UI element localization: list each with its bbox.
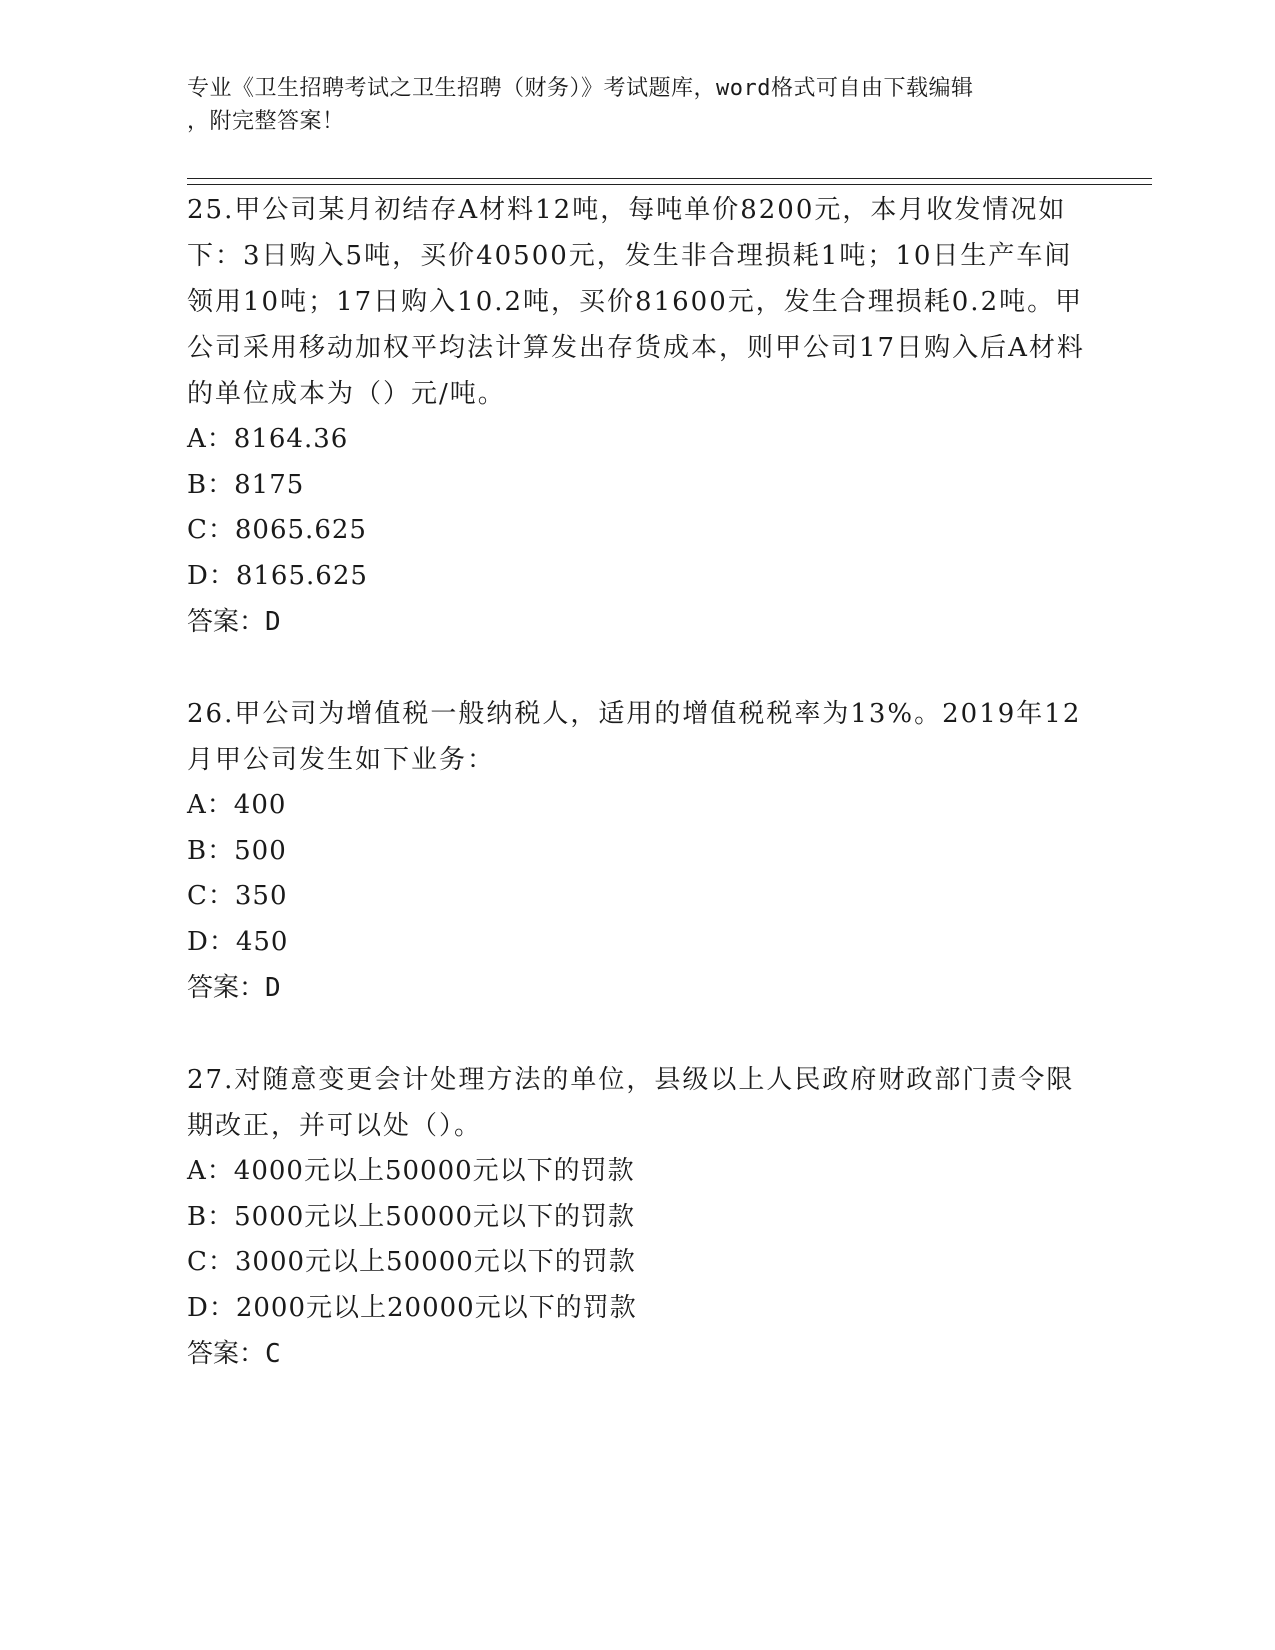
option-d: D：450 [187, 926, 289, 957]
question-25 [187, 187, 1087, 645]
header-divider-top [187, 178, 1152, 179]
option-c: C：350 [187, 881, 288, 911]
answer-label: 答案： [187, 973, 266, 1003]
question-27 [187, 1057, 1087, 1377]
answer-value: C [265, 1339, 281, 1369]
option-a: A：8164.36 [187, 424, 349, 454]
question-text: 25.甲公司某月初结存A材料12吨，每吨单价8200元，本月收发情况如下：3日购入5吨，买价40500元，发生非合理损耗1吨；10日生产车间领用10吨；17日购入10.2吨，买价81600元，发生合理损耗0.2吨。甲公司采用移动加权平均法计算发出存货成本，则甲公司17日购入后A材料的单位成本为（）元/吨。 [187, 195, 1085, 409]
option-b: B：8175 [187, 469, 305, 500]
question-26 [187, 691, 1087, 1011]
answer-line [187, 599, 1087, 645]
option-c: C：3000元以上50000元以下的罚款 [187, 1247, 636, 1277]
header-divider-bottom [187, 184, 1152, 185]
answer-value: D [265, 973, 281, 1003]
answer-value: D [265, 607, 281, 637]
header-line-2: ，附完整答案！ [187, 109, 345, 134]
header-line-1: 专业《卫生招聘考试之卫生招聘（财务）》考试题库，word格式可自由下载编辑 [187, 76, 974, 101]
option-c: C：8065.625 [187, 515, 367, 545]
option-b: B：5000元以上50000元以下的罚款 [187, 1201, 635, 1232]
answer-line [187, 1331, 1087, 1377]
question-text: 26.甲公司为增值税一般纳税人，适用的增值税税率为13%。2019年12月甲公司发生如下业务： [187, 699, 1082, 775]
answer-line [187, 965, 1087, 1011]
question-list [187, 187, 1087, 1423]
document-header [187, 72, 1087, 138]
answer-label: 答案： [187, 607, 266, 637]
option-a: A：400 [187, 790, 287, 820]
option-d: D：2000元以上20000元以下的罚款 [187, 1292, 637, 1323]
question-text: 27.对随意变更会计处理方法的单位，县级以上人民政府财政部门责令限期改正，并可以处（）。 [187, 1065, 1075, 1141]
option-d: D：8165.625 [187, 560, 368, 591]
option-b: B：500 [187, 835, 287, 866]
answer-label: 答案： [187, 1339, 266, 1369]
option-a: A：4000元以上50000元以下的罚款 [187, 1156, 635, 1186]
